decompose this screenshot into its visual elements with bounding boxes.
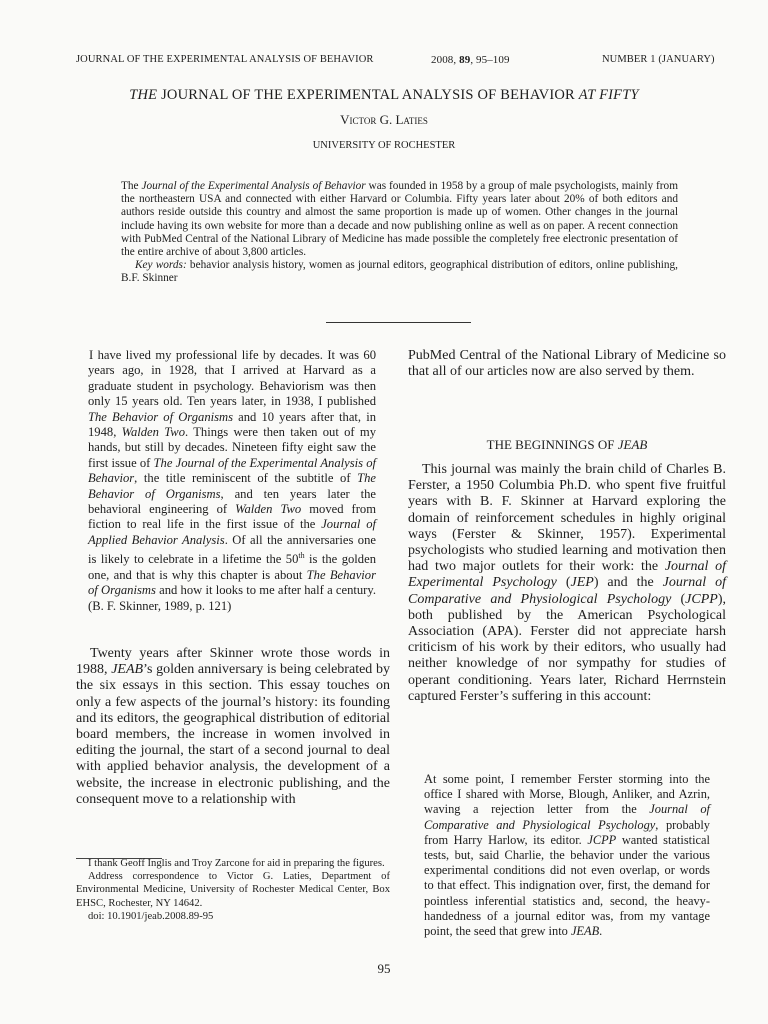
key-words (121, 259, 678, 285)
footnote-acknowledgment: I thank Geoff Inglis and Troy Zarcone for aid in preparing the figures. (88, 858, 385, 869)
q1-p7: . Of all the anniversaries one is likely to celebrate in a lifetime the 50 (88, 532, 376, 567)
q2-p1: At some point, I remember Ferster storming into the office I shared with Morse, Blough, Anliker, and Azrin, waving a rejection letter from the (424, 772, 710, 817)
q1-i3: The Journal of the Experimental Analysis of Behavior (88, 455, 376, 486)
q1-i4: The Behavior of Organisms (88, 471, 376, 501)
pr2-p3: ) and the (593, 575, 663, 591)
q2-i2: JCPP (587, 832, 617, 847)
pr2-p5: ), both published by the American Psychological Association (APA). Ferster did not appreciate harsh criticism of his work by their editors, who usually had neither knowledge of nor sympathy for studies of operant conditioning. Years later, Richard Herrnstein captured Ferster’s suffering in this account: (408, 591, 726, 704)
q1-p9: and how it looks to me after half a century. (B. F. Skinner, 1989, p. 121) (88, 583, 376, 613)
affiliation: UNIVERSITY OF ROCHESTER (312, 140, 456, 151)
para-left-text (76, 646, 390, 808)
q2-i3: JEAB (570, 924, 600, 939)
q1-p1: I have lived my professional life by decades. It was 60 years ago, in 1928, that I arrived at Harvard as a graduate student in psychology. Behaviorism was then only 15 years old. Ten years later, in 1938, I published (88, 348, 376, 409)
running-header-number: NUMBER 1 (JANUARY) (602, 54, 715, 65)
pr2-i3: Journal of Comparative and Physiological Psychology (408, 575, 727, 607)
q1-i5: Walden Two (235, 502, 302, 517)
q1-i6: Journal of Applied Behavior Analysis (88, 517, 376, 547)
q1-p8: is the golden one, and that is why this chapter is about (88, 552, 376, 582)
section-heading-text: THE BEGINNINGS OF (486, 437, 618, 452)
q1-p3: . Things were then taken out of my hands, but still by decades. Nineteen fifty eight saw the first issue of (88, 425, 377, 470)
q1-p6: moved from fiction to real life in the first issue of the (88, 502, 376, 532)
pr2-p2: ( (556, 575, 571, 591)
pl-i1: JEAB (111, 662, 144, 678)
key-words-label: Key words: (135, 259, 187, 272)
q1-sup: th (298, 551, 305, 561)
abstract-body: was founded in 1958 by a group of male psychologists, mainly from the northeastern USA and connected with either Harvard or Columbia. Fifty years later about 20% of both editors and authors reside outside this country and almost the same proportion is made up of women. Other changes in the journal include having its own website for more than a decade and now publishing online as well as on paper. A recent connection with PubMed Central of the National Library of Medicine has made possible the completely free electronic presentation of the entire archive of about 3,800 articles. (121, 180, 678, 259)
epigraph-text (88, 348, 376, 614)
section-divider (326, 322, 471, 323)
title-the: THE (129, 87, 158, 103)
running-header-journal: JOURNAL OF THE EXPERIMENTAL ANALYSIS OF BEHAVIOR (76, 54, 374, 65)
quote2-text (424, 772, 710, 939)
page-number: 95 (377, 961, 391, 976)
pl-p1: Twenty years after Skinner wrote those words in 1988, (76, 646, 390, 678)
q2-p2: , probably from Harry Harlow, its editor. (424, 817, 710, 847)
abstract-text (121, 180, 678, 259)
body-paragraph-right-continued (408, 348, 726, 380)
body-paragraph-beginnings (408, 462, 726, 705)
abstract-journal-name: Journal of the Experimental Analysis of Behavior (141, 180, 366, 192)
article-title (0, 87, 768, 104)
author-name: Victor G. Laties (340, 112, 428, 127)
title-main: JOURNAL OF THE EXPERIMENTAL ANALYSIS OF BEHAVIOR (157, 87, 579, 103)
section-heading-italic: JEAB (617, 437, 648, 452)
title-at-fifty: AT FIFTY (578, 87, 639, 103)
q1-p5: , and ten years later the behavioral engineering of (88, 486, 376, 517)
footnote-doi: doi: 10.1901/jeab.2008.89-95 (88, 910, 214, 922)
herrnstein-quote (424, 772, 710, 939)
q1-p2: and 10 years after that, in 1948, (88, 409, 376, 440)
pr2-i4: JCPP (685, 591, 718, 607)
running-header-volume (431, 54, 510, 66)
q1-i2: Walden Two (121, 425, 185, 440)
para-right2-text (408, 462, 726, 705)
q1-i7: The Behavior of Organisms (88, 567, 376, 598)
volume-year: 2008, (431, 54, 460, 66)
pr2-i2: JEP (570, 575, 594, 591)
para-right1-text: PubMed Central of the National Library of Medicine so that all of our articles now are also served by them. (408, 348, 726, 380)
q2-p3: wanted statistical tests, but, said Charlie, the behavior under the various experimental conditions did not even overlap, or words to that effect. This indignation over, first, the demand for pointless inferential statistics and, second, the heavy-handedness of a journal editor was, from my vantage point, the seed that grew into (424, 832, 710, 939)
q1-p4: , the title reminiscent of the subtitle of (134, 471, 358, 486)
pr2-p1: This journal was mainly the brain child of Charles B. Ferster, a 1950 Columbia Ph.D. who spent five fruitful years with B. F. Skinner at Harvard exploring the domain of reinforcement schedules in highly original ways (Ferster & Skinner, 1957). Experimental psychologists who studied learning and motivation then had two major outlets for their work: the (408, 462, 726, 575)
footnote-address: Address correspondence to Victor G. Laties, Department of Environmental Medicine, University of Rochester Medical Center, Box EHSC, Rochester, NY 14642. (76, 871, 390, 909)
pl-p2: ’s golden anniversary is being celebrated by the six essays in this section. This essay touches on only a few aspects of the journal’s history: its founding and its editors, the geographical distribution of editorial board members, the increase in women involved in editing the journal, the start of a second journal to deal with applied behavior analysis, the development of a website, the increase in electronic publishing, and the consequent move to a relationship with (76, 662, 390, 807)
footnotes (76, 857, 390, 923)
q2-p4: . (599, 924, 603, 939)
abstract (121, 180, 678, 286)
pr2-i1: Journal of Experimental Psychology (408, 559, 726, 591)
key-words-text: behavior analysis history, women as journal editors, geographical distribution of editors, online publishing, B.F. Skinner (121, 259, 678, 285)
abstract-pre: The (121, 180, 142, 192)
volume-pages: , 95–109 (470, 54, 510, 66)
volume-number: 89 (459, 54, 471, 66)
q2-i1: Journal of Comparative and Physiological Psychology (424, 802, 710, 832)
q1-i1: The Behavior of Organisms (88, 409, 234, 424)
epigraph-quote (88, 348, 376, 614)
section-heading (408, 437, 726, 453)
pr2-p4: ( (671, 591, 686, 607)
body-paragraph-left (76, 646, 390, 808)
